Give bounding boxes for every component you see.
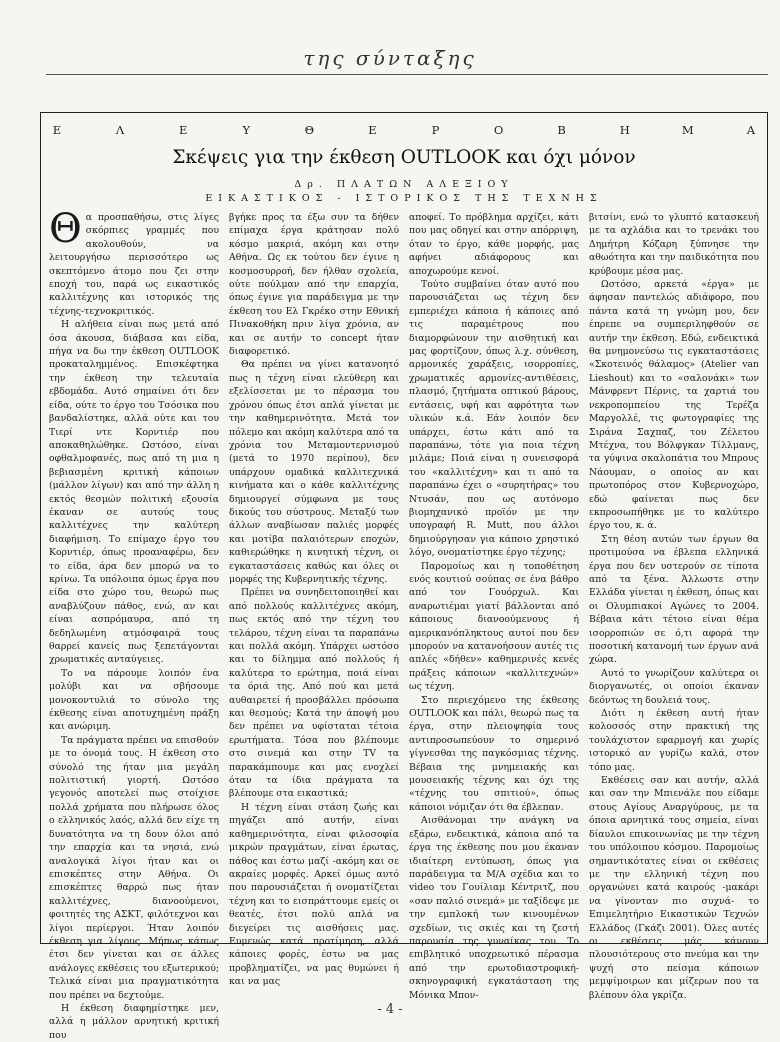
drop-cap: Θ [49,206,82,252]
paragraph: Παρομοίως και η τοποθέτηση ενός κουτιού σούπας σε ένα βάθρο από τον Γουόρχωλ. Και αναρωτιέμαι γιατί βάλλονται από κάποιους διανοούμενους ή αμερικανόπληκτους αυτοί που δεν μπορούν να κατανοήσουν αυτές τις απλές «δήθεν» καθημερινές κενές πράξεις κάποιων «καλλιτεχνών» ως τέχνη. [409,560,579,693]
header-rule [46,74,768,75]
text-column-4 [589,211,759,1001]
kicker-letter: Θ [304,123,315,137]
kicker-letter: Μ [681,123,694,137]
paragraph: Αισθάνομαι την ανάγκη να εξάρω, ενδεικτικά, κάποια από τα έργα της έκθεσης που μου έκαναν ιδιαίτερη εντύπωση, όπως για παράδειγμα τα M/A σχέδια και το video του Γουίλιαμ Κέντριτζ, που «σαν παλιό σινεμά» με ταξίδεψε με την εμπλοκή των κινουμένων σχεδίων, τις σκιές και τη ζεστή παρουσία της γυναίκας του. Το επιβλητικό υποχρεωτικό πέρασμα από την ερωτοδιαστροφική-σκηνογραφική εγκατάσταση της Μόνικα Μπον- [409,815,579,1001]
text-column-3 [409,211,579,1001]
kicker-letter: Β [557,123,566,137]
article-title: Σκέψεις για την έκθεση OUTLOOK και όχι μόνον [172,147,636,168]
masthead: της σύνταξης [303,46,477,70]
paragraph: Τα πράγματα πρέπει να επισθούν με το όνομά τους. Η έκθεση στο σύνολό της ήταν μια μεγάλη πολιτιστική γιορτή. Ωστόσο γεγονός αποτελεί πως στοίχισε πολλά χρήματα που πλήρωσε όλος ο ελληνικός λαός, αλλά δεν είχε τη δυνατότητα να τη δουν όλοι από την επαρχία και τα νησιά, ενώ αναλογικά λίγοι ήταν και οι επισκέπτες στην Αθήνα. Οι επισκέπτες θαρρώ πως ήταν καλλιτέχνες, διανοούμενοι, φοιτητές της ΑΣΚΤ, φιλότεχνοι και λίγοι περίεργοι. Ήταν λοιπόν έκθεση για λίγους. Μήπως κάπως έτσι δεν γίνεται και σε άλλες ανάλογες εκθέσεις του εξωτερικού; Τελικά είναι μια πραγματικότητα που πρέπει να δεχτούμε. [49,734,219,1001]
kicker-letter: Λ [115,123,125,137]
paragraph: Πρέπει να συνηδειτοποιηθεί και από πολλούς καλλιτέχνες ακόμη, πως εκτός από την τέχνη του τελάρου, τέχνη είναι τα παραπάνω και πολλά ακόμη. Υπάρχει ωστόσο και το δίλημμα από πολλούς ή καλύτερα το ερώτημα, ποιά είναι τα όριά της. Από πού και μετά αυθαιρετεί ή προσβάλλει πρόσωπα και θεσμούς; Κατά την άποψή μου δεν πρέπει να υφίσταται τέτοια ερωτήματα. Τόσα που βλέπουμε στο σινεμά και στην TV τα παρακάμπουμε και μας ενοχλεί όταν τα ίδια πράγματα τα βλέπουμε στα εικαστικά; [229,587,399,800]
paragraph: Η αλήθεια είναι πως μετά από όσα άκουσα, διάβασα και είδα, πήγα να δω την έκθεση OUTLOOK προκαταλημμένος. Επισκέφτηκα την έκθεση την τελευταία εβδομάδα. Αυτό σημαίνει ότι δεν είδα, ούτε το έργο του Τσόσικα που βανδαλίστηκε, αλλά ούτε και του Τιερί ντε Κορντιέρ που αποκαθηλώθηκε. Ωστόσο, είναι οφθαλμοφανές, πως από τη μια η βεβιασμένη κριτική κάποιων (μάλλον λίγων) και από την άλλη η εκτός θεσμών πολιτική εξουσία έκαναν σε αυτούς τους καλλιτέχνες την καλύτερη διαφήμιση. Το επίμαχο έργο του Κορντιέρ, όπως προαναφέρω, δεν το είδα, άρα δεν μπορώ να το κρίνω. Τα υπόλοιπα όμως έργα που είδα στο χώρο του, θεωρώ πως αναβλύζουν πάθος, ενώ, αν και είναι ασπρόμαυρα, από τη δεδηλωμένη ατμόσφαιρά τους θαρρεί κανείς πως ξεπετάγονται χρωματικές ανταύγειες. [49,319,219,666]
kicker-letter: Ε [52,123,62,137]
page-number: - 4 - [377,1002,403,1017]
paragraph: Η τέχνη είναι στάση ζωής και πηγάζει από αυτήν, είναι καθημερινότητα, είναι φιλοσοφία μικρών πραγμάτων, είναι έρωτας, πάθος και έστω μαζί -ακόμη και σε ακραίες μορφές. Αρκεί όμως αυτό που παρουσιάζεται ή ονοματίζεται τέχνη και το εισπράττουμε εμείς οι θεατές, έτσι πολύ απλά να διεγείρει τις αισθήσεις μας. Ευμενώς κατά προτίμηση, αλλά κάποιες φορές, έστω να μας προβληματίζει, να μας θυμώνει ή και να μας [229,801,399,988]
paragraph: αποφεί. Το πρόβλημα αρχίζει, κάτι που μας οδηγεί και στην απόρριψη, όταν το έργο, κάθε μορφής, μας αφήνει αδιάφορους και αποχωρούμε κενοί. [409,212,579,277]
author-role: ΕΙΚΑΣΤΙΚΟΣ - ΙΣΤΟΡΙΚΟΣ ΤΗΣ ΤΕΧΝΗΣ [205,193,603,204]
paragraph: Το να πάρουμε λοιπόν ένα μολύβι και να σβήσουμε μονοκοντυλιά το σύνολο της έκθεσης είναι αποτυχημένη πράξη και ανώριμη. [49,667,219,733]
paragraph-text: α προσπαθήσω, στις λίγες σκόρπιες γραμμές που ακολουθούν, να λειτουργήσω περισσότερο ως σκεπτόμενο άτομο που ζει στην εποχή του, παρά ως εικαστικός καλλιτέχνης και ιστορικός της τέχνης-τεχνοκριτικός. [49,212,219,317]
paragraph: Αυτό το γνωρίζουν καλύτερα οι διοργανωτές, οι οποίοι έκαναν δεόντως τη δουλειά τους. [589,667,759,706]
kicker-letter: Ο [493,123,504,137]
paragraph: βγήκε προς τα έξω συν τα δήθεν επίμαχα έργα κράτησαν πολύ κόσμο μακριά, ακόμη και στην Αθήνα. Ως εκ τούτου δεν έγινε η κοσμοσυρροή, δεν ήλθαν σχολεία, ούτε πούλμαν από την επαρχία, όπως έγινε για παράδειγμα με την έκθεση του Ελ Γκρέκο στην Εθνική Πινακοθήκη πριν λίγα χρόνια, αν και σε αυτήν το concept ήταν διαφορετικό. [229,212,399,358]
kicker-letter: Υ [242,123,251,137]
paragraph: Θα πρέπει να γίνει κατανοητό πως η τέχνη είναι ελεύθερη και εξελίσσεται με το πέρασμα του χρόνου όπως έτσι απλά γίνεται με την καθημερινότητα. Μετά τον πόλεμο και ακόμη καλύτερα από τα χρόνια του Μεταμοντερνισμού (μετά το 1970 περίπου), δεν υπάρχουν ομαδικά καλλιτεχνικά κινήματα και ο κάθε καλλιτέχνης δημιουργεί σύμφωνα με τους δικούς του σύστρους. Μεταξύ των άλλων αναβίωσαν παλιές μορφές και μοτίβα παλαιότερων εποχών, καθιερώθηκε η κινητική τέχνη, οι εγκαταστάσεις καθώς και όλες οι μορφές της Κυβερνητικής τέχνης. [229,359,399,585]
kicker-letter: Η [619,123,630,137]
kicker-letter: Ε [178,123,188,137]
paragraph: Στο περιεχόμενο της έκθεσης OUTLOOK και πάλι, θεωρώ πως τα έργα, στην πλειοψηφία τους αντιπροσωπεύουν το σημερινό γίγνεσθαι της παγκόσμιας τέχνης. Βέβαια της μνημειακής και μουσειακής τέχνης και όχι της «τέχνης του σπιτιού», όπως κάποιοι νόμιζαν ότι θα έβλεπαν. [409,694,579,813]
paragraph [49,206,219,318]
text-column-1 [49,206,219,1041]
column-kicker [51,123,757,137]
paragraph: Ωστόσο, αρκετά «έργα» με άφησαν παντελώς αδιάφορο, που πάντα κατά τη γνώμη μου, δεν έπρεπε να συμπεριληφθούν σε αυτήν την έκθεση. Εδώ, ενδεικτικά θα μνημονεύσω τις εγκαταστάσεις «Σκοτεινός θάλαμος» (Atelier van Lieshout) και το «σαλονάκι» των Μάνφρεντ Πέρνις, τα χαρτιά του νεκροπομπείου της Τερέζα Μαργολλέ, τις φωτογραφίες της Σιράνα Σαχπαζ, του Ζέλετου Μτέχνα, του Βόλφγκαν Τίλλμανς, τα γύψινα σκαλοπάτια του Μπρους Νάουμαν, ο οποίος αν και πρωτοπόρος στον Κυβερνοχώρο, εδώ φαίνεται πως δεν εκπροσωπήθηκε με το καλύτερο έργο του, κ. ά. [589,279,759,532]
author-line: Δρ. ΠΛΑΤΩΝ ΑΛΕΞΙΟΥ [294,179,514,190]
kicker-letter: Ρ [431,123,440,137]
paragraph: Η έκθεση διαφημίστηκε μεν, αλλά η μάλλον αρνητική κριτική που [49,1002,219,1041]
paragraph: Στη θέση αυτών των έργων θα προτιμούσα να έβλεπα ελληνικά έργα που δεν υστερούν σε τίποτα από τα ξένα. Άλλωστε στην Ελλάδα γίνεται η έκθεση, όπως και οι Ολυμπιακοί Αγώνες το 2004. Βέβαια κάτι τέτοιο είναι θέμα ισορροπιών σε ό,τι αφορά την ποσοτική κατανομή των έργων ανά χώρα. [589,533,759,666]
article-frame [40,112,768,1041]
paragraph: Διότι η έκθεση αυτή ήταν κολοσσός στην πρακτική της τουλάχιστον εφαρμογή και χωρίς ιστορικό αν γυρίζω καλά, στον τόπο μας. [589,708,759,773]
paragraph: βιτσίνι, ενώ το γλυπτό κατασκευή με τα αχλάδια και το τρενάκι του Δημήτρη Κόζαρη ξύπνησε την αθωότητα και την παιδικότητα που κρύβουμε μέσα μας. [589,212,759,277]
text-column-2 [229,211,399,988]
article-body [49,206,759,1041]
paragraph: Εκθέσεις σαν και αυτήν, αλλά και σαν την Μπιενάλε που είδαμε στους Αγίους Αναργύρους, με τα όποια αρνητικά τους σημεία, είναι δίαυλοι επικοινωνίας με την τέχνη του υπόλοιπου κόσμου. Παρομοίως σημαντικότατες είναι οι εκθέσεις με την ελληνική τέχνη που οργανώνει κατά καιρούς -μακάρι να γίνονταν πιο συχνά- το Επιμελητήριο Εικαστικών Τεχνών Ελλάδος (Γκάζι 2001). Όλες αυτές οι εκθέσεις μάς κάνουν πλουσιότερους στο πνεύμα και την ψυχή στο πείσμα κάποιων μεμψίμοιρων και μίζερων που τα βλέπουν όλα γκρίζα. [589,775,759,1001]
paragraph: Τούτο συμβαίνει όταν αυτό που παρουσιάζεται ως τέχνη δεν εμπεριέχει κάποια ή κάποιες από τις παραμέτρους που διαμορφώνουν την αισθητική και μας φορτίζουν, όπως λ.χ. σύνθεση, αρμονικές χαράξεις, ισορροπίες, χρωματικές αρμονίες-αντιθέσεις, πλασμό, ζητήματα οπτικού βάρους, εντάσεις, υφή και αφρότητα των υλικών κ.ά. Εάν λοιπόν δεν υπάρχει, έστω κάτι από τα παραπάνω, τότε για ποια τέχνη μιλάμε; Ποιά είναι η συνεισφορά του «καλλιτέχνη» και τι από τα παραπάνω έχει ο «συρητήρας» του Ντυσάν, που ως αυτόνομο βιομηχανικό προϊόν με την υπογραφή R. Mutt, που άλλοι δημιούργησαν για κάποιο χρηστικό λόγο, ονοματίστηκε έργο τέχνης; [409,279,579,559]
kicker-letter: Α [746,123,756,137]
kicker-letter: Ε [368,123,377,137]
